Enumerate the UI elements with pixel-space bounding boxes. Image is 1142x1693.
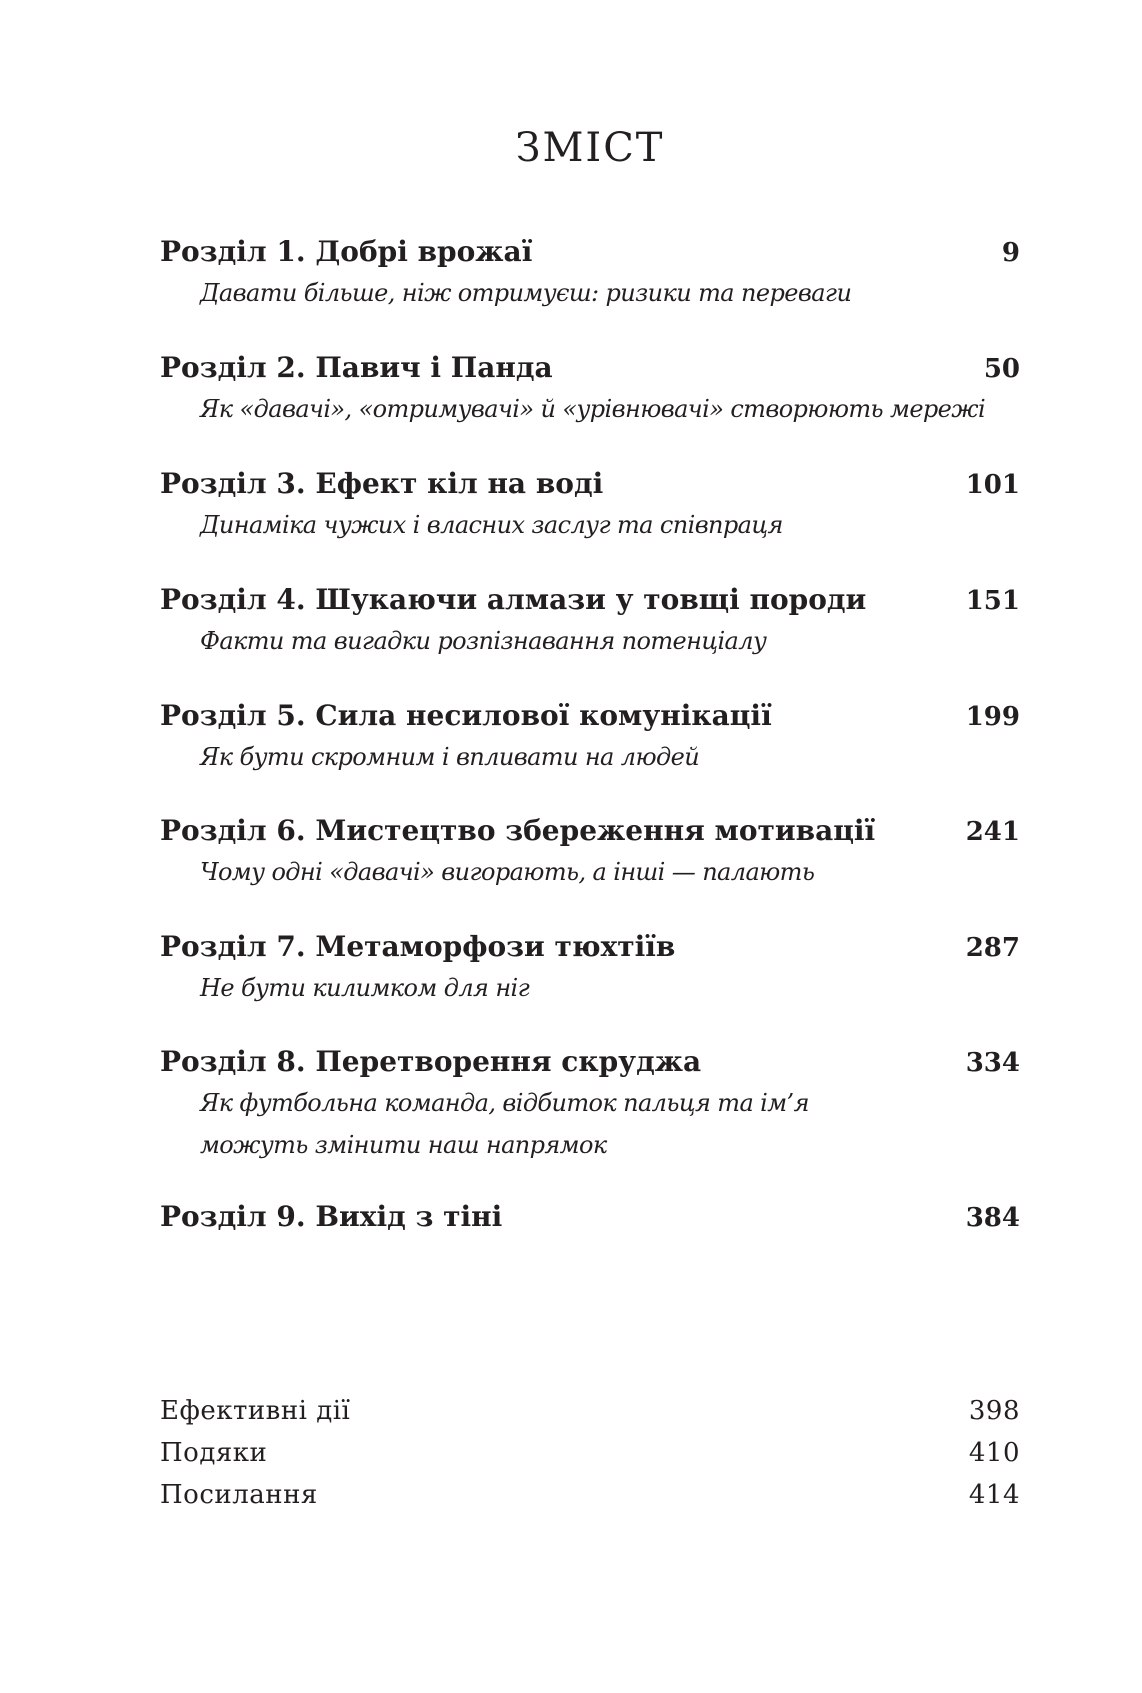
toc-chapter-6[interactable]: [160, 811, 1020, 893]
chapter-subtitle: Як футбольна команда, відбиток пальця та ім’я: [200, 1089, 809, 1117]
chapter-page-number: 50: [983, 354, 1020, 384]
back-matter-page-number: 410: [968, 1438, 1020, 1468]
chapter-page-number: 241: [965, 817, 1020, 847]
back-matter-list: [160, 1390, 1020, 1516]
chapter-page-number: 287: [965, 933, 1020, 963]
chapter-heading: [160, 696, 1020, 736]
toc-chapter-1[interactable]: [160, 232, 1020, 314]
chapter-heading: [160, 1197, 1020, 1237]
chapter-subtitle: Факти та вигадки розпізнавання потенціалу: [200, 627, 767, 655]
chapter-heading: [160, 464, 1020, 504]
chapter-heading: [160, 348, 1020, 388]
chapter-subtitle: Як бути скромним і впливати на людей: [200, 743, 700, 771]
chapter-subtitle: Чому одні «давачі» вигорають, а інші — палають: [200, 858, 815, 886]
toc-chapter-2[interactable]: [160, 348, 1020, 430]
chapter-heading: [160, 1042, 1020, 1082]
chapter-title: Розділ 9. Вихід з тіні: [160, 1200, 503, 1233]
chapter-heading: [160, 811, 1020, 851]
chapter-title: Розділ 2. Павич і Панда: [160, 351, 553, 384]
chapter-heading: [160, 927, 1020, 967]
chapter-page-number: 199: [965, 702, 1020, 732]
chapter-title: Розділ 1. Добрі врожаї: [160, 235, 533, 268]
chapter-page-number: 101: [965, 470, 1020, 500]
chapter-subtitle: Не бути килимком для ніг: [200, 974, 530, 1002]
chapter-heading: [160, 232, 1020, 272]
toc-back-matter-item[interactable]: [160, 1474, 1020, 1516]
chapter-title: Розділ 5. Сила несилової комунікації: [160, 699, 772, 732]
chapter-title: Розділ 8. Перетворення скруджа: [160, 1045, 702, 1078]
toc-page: [160, 0, 1020, 1693]
chapter-heading: [160, 580, 1020, 620]
back-matter-page-number: 398: [968, 1396, 1020, 1426]
toc-back-matter-item[interactable]: [160, 1390, 1020, 1432]
toc-chapter-9[interactable]: [160, 1197, 1020, 1237]
chapter-title: Розділ 6. Мистецтво збереження мотивації: [160, 814, 876, 847]
toc-chapter-3[interactable]: [160, 464, 1020, 546]
back-matter-title: Подяки: [160, 1438, 268, 1468]
chapter-subtitle: можуть змінити наш напрямок: [200, 1131, 607, 1159]
chapter-page-number: 334: [965, 1048, 1020, 1078]
chapter-title: Розділ 7. Метаморфози тюхтіїв: [160, 930, 676, 963]
toc-chapter-8[interactable]: [160, 1042, 1020, 1166]
chapter-page-number: 384: [965, 1203, 1020, 1233]
chapter-page-number: 9: [1001, 238, 1020, 268]
back-matter-title: Посилання: [160, 1480, 318, 1510]
back-matter-page-number: 414: [968, 1480, 1020, 1510]
back-matter-title: Ефективні дії: [160, 1396, 351, 1426]
chapter-page-number: 151: [965, 586, 1020, 616]
chapter-subtitle: Давати більше, ніж отримуєш: ризики та переваги: [200, 279, 852, 307]
toc-back-matter-item[interactable]: [160, 1432, 1020, 1474]
page-title: ЗМІСТ: [515, 125, 665, 171]
toc-chapter-4[interactable]: [160, 580, 1020, 662]
chapter-subtitle: Як «давачі», «отримувачі» й «урівнювачі» створюють мережі: [200, 395, 986, 423]
toc-chapter-5[interactable]: [160, 696, 1020, 778]
toc-chapter-7[interactable]: [160, 927, 1020, 1009]
chapter-subtitle: Динаміка чужих і власних заслуг та співпраця: [200, 511, 783, 539]
chapter-title: Розділ 3. Ефект кіл на воді: [160, 467, 604, 500]
chapter-title: Розділ 4. Шукаючи алмази у товщі породи: [160, 583, 867, 616]
